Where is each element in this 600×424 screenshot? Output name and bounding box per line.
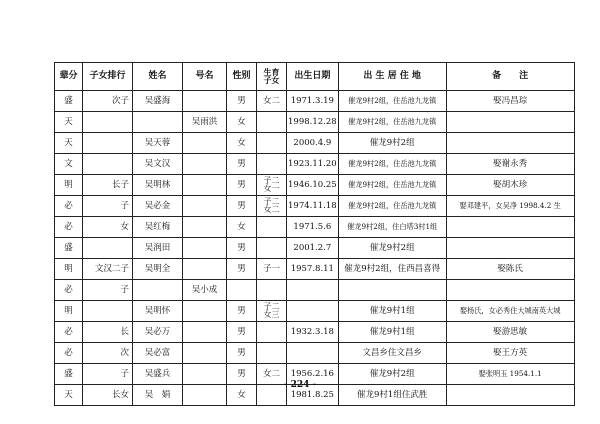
birth-date-cell [287, 301, 339, 322]
remarks-cell: 娶张明玉 1954.1.1 [446, 364, 574, 385]
residence-cell: 催龙9村1组 [338, 301, 446, 322]
rank-cell: 文汉二子 [83, 259, 133, 280]
residence-cell: 催龙9村2组 [338, 364, 446, 385]
generation-cell: 明 [55, 259, 83, 280]
table-body [55, 91, 575, 406]
name-cell: 吴 娟 [133, 385, 183, 406]
name-cell: 吴明林 [133, 175, 183, 196]
name-cell: 吴红梅 [133, 217, 183, 238]
rank-cell: 女 [83, 217, 133, 238]
table-row [55, 196, 575, 217]
residence-cell: 催龙9村2组，住白塔3村1组 [338, 217, 446, 238]
table-row [55, 154, 575, 175]
name-cell: 吴明全 [133, 259, 183, 280]
generation-cell: 盛 [55, 91, 83, 112]
rank-cell: 子 [83, 196, 133, 217]
name-cell: 吴必万 [133, 322, 183, 343]
gender-cell: 男 [227, 343, 257, 364]
generation-cell: 天 [55, 112, 83, 133]
alias-cell [183, 238, 227, 259]
table-row [55, 91, 575, 112]
header-child-rank: 子女排行 [83, 63, 133, 91]
gender-cell: 男 [227, 196, 257, 217]
birth-date-cell: 1974.11.18 [287, 196, 339, 217]
header-children-text: 生育 子女 [263, 66, 280, 85]
children-cell [257, 133, 287, 154]
gender-cell: 男 [227, 175, 257, 196]
table-row [55, 133, 575, 154]
name-cell: 吴必富 [133, 343, 183, 364]
gender-cell: 女 [227, 217, 257, 238]
name-cell: 吴天蓉 [133, 133, 183, 154]
remarks-cell [446, 238, 574, 259]
name-cell: 吴文汉 [133, 154, 183, 175]
gender-cell: 男 [227, 154, 257, 175]
birth-date-cell: 1957.8.11 [287, 259, 339, 280]
generation-cell: 盛 [55, 238, 83, 259]
birth-date-cell: 1956.2.16 [287, 364, 339, 385]
alias-cell [183, 259, 227, 280]
name-cell: 吴盛兵 [133, 364, 183, 385]
residence-cell: 催龙9村2组 [338, 133, 446, 154]
genealogy-table [54, 62, 575, 406]
generation-cell: 明 [55, 175, 83, 196]
generation-cell: 必 [55, 280, 83, 301]
table-row [55, 217, 575, 238]
children-cell: 女二 [257, 364, 287, 385]
name-cell: 吴润田 [133, 238, 183, 259]
generation-cell: 天 [55, 133, 83, 154]
alias-cell [183, 322, 227, 343]
children-stack: 子二 女一 [263, 175, 280, 193]
remarks-cell [446, 133, 574, 154]
table-row [55, 259, 575, 280]
generation-cell: 必 [55, 196, 83, 217]
header-remarks: 备 注 [446, 63, 574, 91]
gender-cell: 女 [227, 133, 257, 154]
residence-cell: 催龙9村2组，住西昌喜得 [338, 259, 446, 280]
rank-cell: 长 [83, 322, 133, 343]
alias-cell: 吴小成 [183, 280, 227, 301]
name-cell [133, 112, 183, 133]
header-birth-date: 出生日期 [287, 63, 339, 91]
residence-cell: 催龙9村2组，住岳池九龙镇 [338, 91, 446, 112]
remarks-cell: 娶杨氏，女必秀住大城南英大城 [446, 301, 574, 322]
rank-cell: 子 [83, 364, 133, 385]
generation-cell: 明 [55, 301, 83, 322]
alias-cell [183, 343, 227, 364]
birth-date-cell: 1998.12.28 [287, 112, 339, 133]
children-cell [257, 196, 287, 217]
table-row [55, 112, 575, 133]
gender-cell: 男 [227, 301, 257, 322]
residence-cell: 催龙9村1组住武胜 [338, 385, 446, 406]
remarks-cell: 娶游思敏 [446, 322, 574, 343]
alias-cell [183, 301, 227, 322]
generation-cell: 必 [55, 322, 83, 343]
children-cell [257, 154, 287, 175]
name-cell [133, 280, 183, 301]
remarks-cell: 娶邓建平，女吴净 1998.4.2 生 [446, 196, 574, 217]
alias-cell [183, 217, 227, 238]
children-cell [257, 301, 287, 322]
gender-cell: 男 [227, 364, 257, 385]
header-row [55, 63, 575, 91]
gender-cell [227, 280, 257, 301]
header-name: 姓名 [133, 63, 183, 91]
remarks-cell [446, 112, 574, 133]
remarks-cell [446, 280, 574, 301]
table-row [55, 343, 575, 364]
birth-date-cell: 2001.2.7 [287, 238, 339, 259]
children-cell [257, 280, 287, 301]
rank-cell: 次子 [83, 91, 133, 112]
residence-cell: 催龙9村1组 [338, 322, 446, 343]
children-cell [257, 238, 287, 259]
remarks-cell: 娶陈氏 [446, 259, 574, 280]
birth-date-cell: 1932.3.18 [287, 322, 339, 343]
table-row [55, 322, 575, 343]
generation-cell: 盛 [55, 364, 83, 385]
remarks-cell [446, 217, 574, 238]
generation-cell: 文 [55, 154, 83, 175]
birth-date-cell: 1923.11.20 [287, 154, 339, 175]
residence-cell: 催龙9村2组 [338, 238, 446, 259]
residence-cell [338, 280, 446, 301]
gender-cell: 男 [227, 238, 257, 259]
rank-cell: 长女 [83, 385, 133, 406]
children-stack: 子二 女二 [263, 196, 280, 214]
children-stack: 子二 女三 [263, 301, 280, 319]
header-residence: 出 生 居 住 地 [338, 63, 446, 91]
generation-cell: 天 [55, 385, 83, 406]
generation-cell: 必 [55, 217, 83, 238]
rank-cell: 次 [83, 343, 133, 364]
rank-cell: 子 [83, 280, 133, 301]
gender-cell: 男 [227, 91, 257, 112]
table-row [55, 280, 575, 301]
remarks-cell: 娶王方英 [446, 343, 574, 364]
children-cell [257, 343, 287, 364]
remarks-cell: 娶谢永秀 [446, 154, 574, 175]
residence-cell: 催龙9村2组，住岳池九龙镇 [338, 175, 446, 196]
alias-cell [183, 133, 227, 154]
birth-date-cell: 2000.4.9 [287, 133, 339, 154]
children-cell [257, 217, 287, 238]
residence-cell: 文昌乡住文昌乡 [338, 343, 446, 364]
alias-cell [183, 175, 227, 196]
table-row [55, 238, 575, 259]
residence-cell: 催龙9村2组，住岳池九龙镇 [338, 154, 446, 175]
birth-date-cell [287, 280, 339, 301]
children-cell: 子一 [257, 259, 287, 280]
gender-cell: 女 [227, 385, 257, 406]
alias-cell [183, 154, 227, 175]
page-number: - 224 - [283, 380, 317, 390]
header-gender: 性别 [227, 63, 257, 91]
gender-cell: 女 [227, 112, 257, 133]
birth-date-cell: 1946.10.25 [287, 175, 339, 196]
rank-cell [83, 154, 133, 175]
header-children [257, 63, 287, 91]
children-cell [257, 175, 287, 196]
name-cell: 吴必金 [133, 196, 183, 217]
name-cell: 吴明怀 [133, 301, 183, 322]
table-row [55, 301, 575, 322]
name-cell: 吴盛海 [133, 91, 183, 112]
rank-cell: 长子 [83, 175, 133, 196]
residence-cell: 催龙9村2组，住岳池九龙镇 [338, 196, 446, 217]
residence-cell: 催龙9村2组，住岳池九龙镇 [338, 112, 446, 133]
rank-cell [83, 238, 133, 259]
children-cell: 女二 [257, 91, 287, 112]
remarks-cell: 娶冯昌琮 [446, 91, 574, 112]
generation-cell: 必 [55, 343, 83, 364]
birth-date-cell: 1971.3.19 [287, 91, 339, 112]
rank-cell [83, 112, 133, 133]
gender-cell: 男 [227, 322, 257, 343]
birth-date-cell: 1981.8.25 [287, 385, 339, 406]
birth-date-cell: 1971.5.6 [287, 217, 339, 238]
remarks-cell: 娶胡木珍 [446, 175, 574, 196]
alias-cell [183, 196, 227, 217]
table-row [55, 175, 575, 196]
birth-date-cell [287, 343, 339, 364]
header-generation: 辈分 [55, 63, 83, 91]
children-cell [257, 112, 287, 133]
gender-cell: 男 [227, 259, 257, 280]
rank-cell [83, 133, 133, 154]
children-cell [257, 322, 287, 343]
alias-cell [183, 91, 227, 112]
header-alias: 号名 [183, 63, 227, 91]
alias-cell: 吴雨洪 [183, 112, 227, 133]
rank-cell [83, 301, 133, 322]
